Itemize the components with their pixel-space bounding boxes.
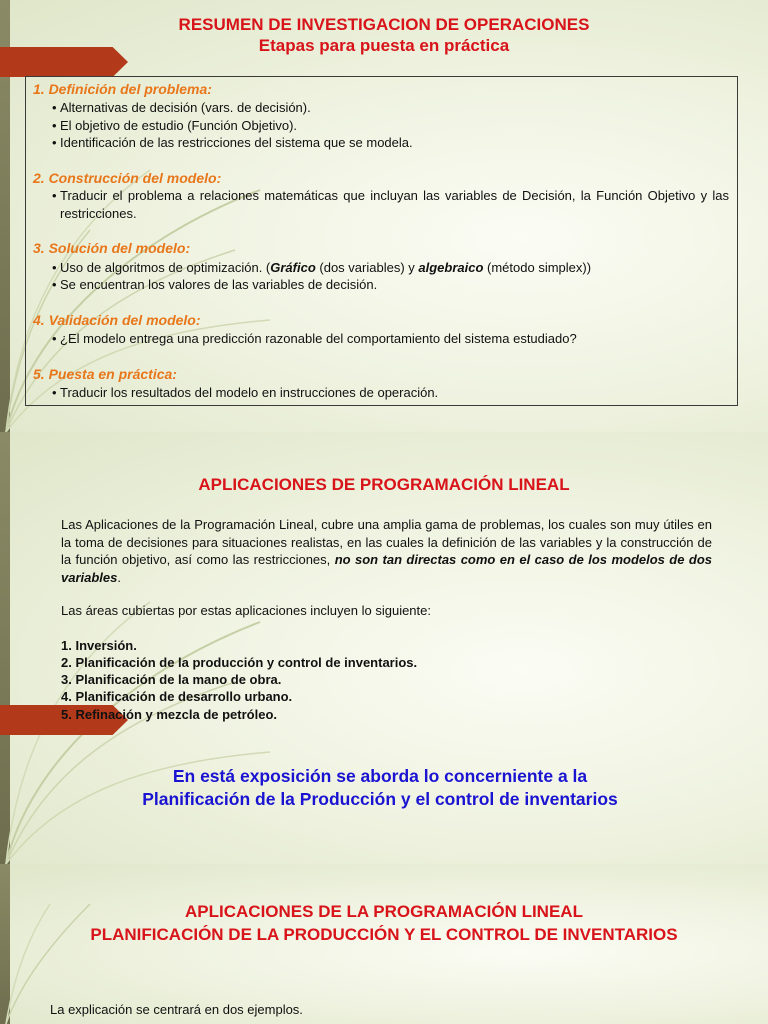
list-item: 2. Planificación de la producción y control de inventarios. [61, 655, 418, 670]
section-title: APLICACIONES DE PROGRAMACIÓN LINEAL [198, 475, 570, 494]
list-item: 1. Inversión. [61, 638, 137, 653]
bullet-item: • Alternativas de decisión (vars. de decisión). [60, 99, 729, 117]
bullet-item: • Identificación de las restricciones del sistema que se modela. [60, 134, 729, 152]
slide-2 [0, 432, 768, 864]
section-heading: 2. Construcción del modelo: [33, 170, 222, 186]
areas-intro: Las áreas cubiertas por estas aplicaciones incluyen lo siguiente: [61, 603, 431, 618]
bullet-item: • El objetivo de estudio (Función Objetivo). [60, 117, 729, 135]
closing-text: La explicación se centrará en dos ejemplos. [50, 1002, 303, 1017]
page-title: RESUMEN DE INVESTIGACION DE OPERACIONES [178, 15, 590, 34]
bullet-item: • Traducir los resultados del modelo en instrucciones de operación. [60, 384, 729, 402]
highlight-note: Planificación de la Producción y el control de inventarios [142, 789, 618, 809]
slide-3 [0, 864, 768, 1024]
stages-box [25, 76, 738, 406]
slide-1 [0, 0, 768, 432]
section-heading: 4. Validación del modelo: [33, 312, 201, 328]
section-heading: 3. Solución del modelo: [33, 240, 191, 256]
bullet-item: • Se encuentran los valores de las variables de decisión. [60, 276, 729, 294]
list-item: 3. Planificación de la mano de obra. [61, 672, 282, 687]
section-title: APLICACIONES DE LA PROGRAMACIÓN LINEAL [185, 902, 583, 921]
bullet-item: • Uso de algoritmos de optimización. (Gráfico (dos variables) y algebraico (método simplex)) [60, 259, 729, 277]
bullet-item: • Traducir el problema a relaciones matemáticas que incluyan las variables de Decisión, la Función Objetivo y las restricciones. [60, 187, 729, 223]
list-item: 5. Refinación y mezcla de petróleo. [61, 707, 278, 722]
section-heading: 5. Puesta en práctica: [33, 366, 177, 382]
page-subtitle: Etapas para puesta en práctica [258, 36, 510, 55]
highlight-note: En está exposición se aborda lo concerniente a la [172, 766, 588, 786]
section-subtitle: PLANIFICACIÓN DE LA PRODUCCIÓN Y EL CONTROL DE INVENTARIOS [90, 925, 678, 944]
bullet-item: • ¿El modelo entrega una predicción razonable del comportamiento del sistema estudiado? [60, 330, 729, 348]
list-item: 4. Planificación de desarrollo urbano. [61, 689, 293, 704]
section-heading: 1. Definición del problema: [33, 81, 212, 97]
intro-paragraph: Las Aplicaciones de la Programación Lineal, cubre una amplia gama de problemas, los cuales son muy útiles en la toma de decisiones para situaciones realistas, en las cuales la definición de las variables y la construcción de la función objetivo, así como las restricciones, no son tan directas como en el caso de los modelos de dos variables. [61, 517, 713, 585]
